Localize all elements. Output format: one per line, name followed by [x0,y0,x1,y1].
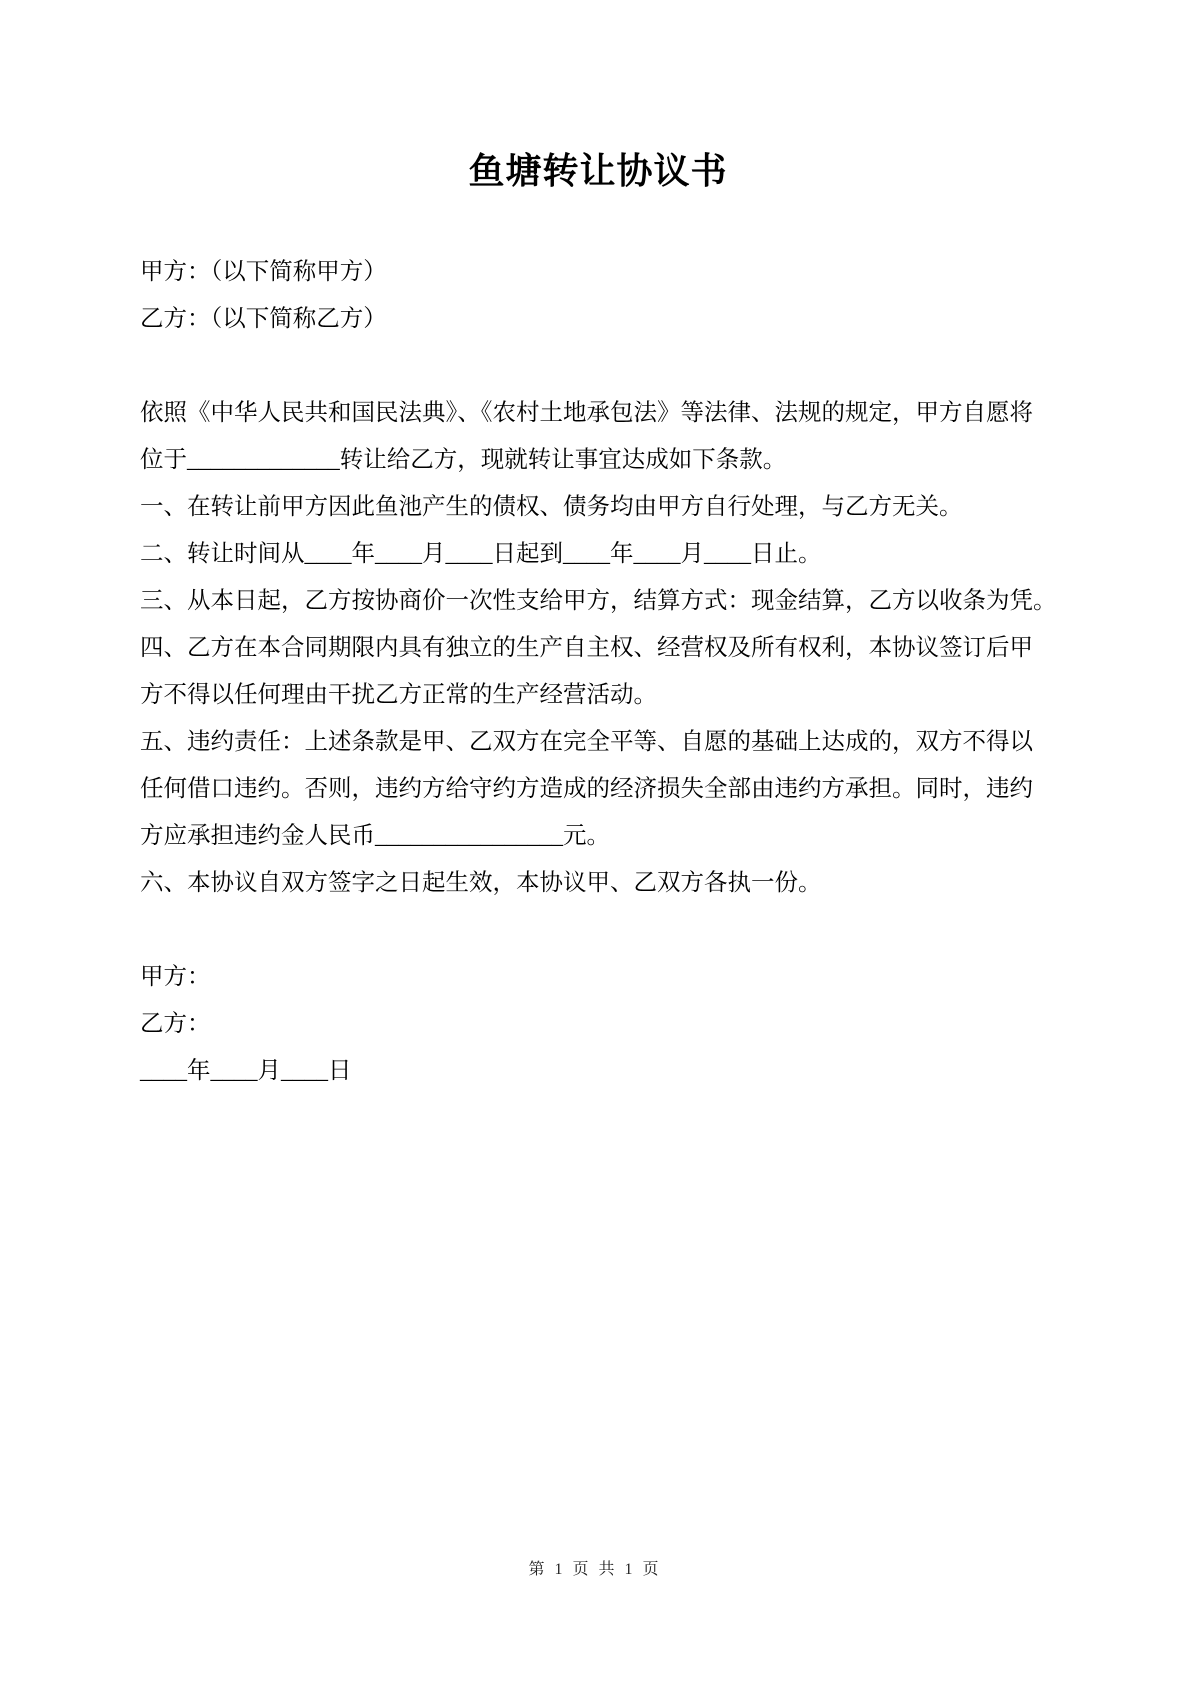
party-a-intro: 甲方：（以下简称甲方） [140,259,387,285]
blank-line [140,343,1056,390]
document-title: 鱼塘转让协议书 [468,151,728,191]
party-b-intro: 乙方：（以下简称乙方） [140,306,387,332]
clause-5-line-3-with-amount-blank: 方应承担违约金人民币________________元。 [140,823,610,849]
signature-party-a-label: 甲方： [140,964,211,990]
blank-line [140,202,1056,249]
clause-6: 六、本协议自双方签字之日起生效，本协议甲、乙双方各执一份。 [140,870,822,896]
preamble-line-1: 依照《中华人民共和国民法典》、《农村土地承包法》等法律、法规的规定，甲方自愿将 [140,400,1033,426]
signature-date-line: ____年____月____日 [140,1058,352,1084]
clause-5-line-1: 五、违约责任：上述条款是甲、乙双方在完全平等、自愿的基础上达成的，双方不得以 [140,729,1033,755]
clause-4-line-2: 方不得以任何理由干扰乙方正常的生产经营活动。 [140,682,657,708]
clause-3: 三、从本日起，乙方按协商价一次性支给甲方，结算方式：现金结算，乙方以收条为凭。 [140,588,1057,614]
page-number-footer: 第 1 页 共 1 页 [528,1561,662,1578]
clause-5-line-2: 任何借口违约。否则，违约方给守约方造成的经济损失全部由违约方承担。同时，违约 [140,776,1033,802]
clause-2-with-date-blanks: 二、转让时间从____年____月____日起到____年____月____日止。 [140,541,822,567]
signature-party-b-label: 乙方： [140,1011,211,1037]
clause-1: 一、在转让前甲方因此鱼池产生的债权、债务均由甲方自行处理，与乙方无关。 [140,494,963,520]
blank-line [140,907,1056,954]
preamble-line-2-with-location-blank: 位于_____________转让给乙方，现就转让事宜达成如下条款。 [140,447,787,473]
clause-4-line-1: 四、乙方在本合同期限内具有独立的生产自主权、经营权及所有权利，本协议签订后甲 [140,635,1033,661]
